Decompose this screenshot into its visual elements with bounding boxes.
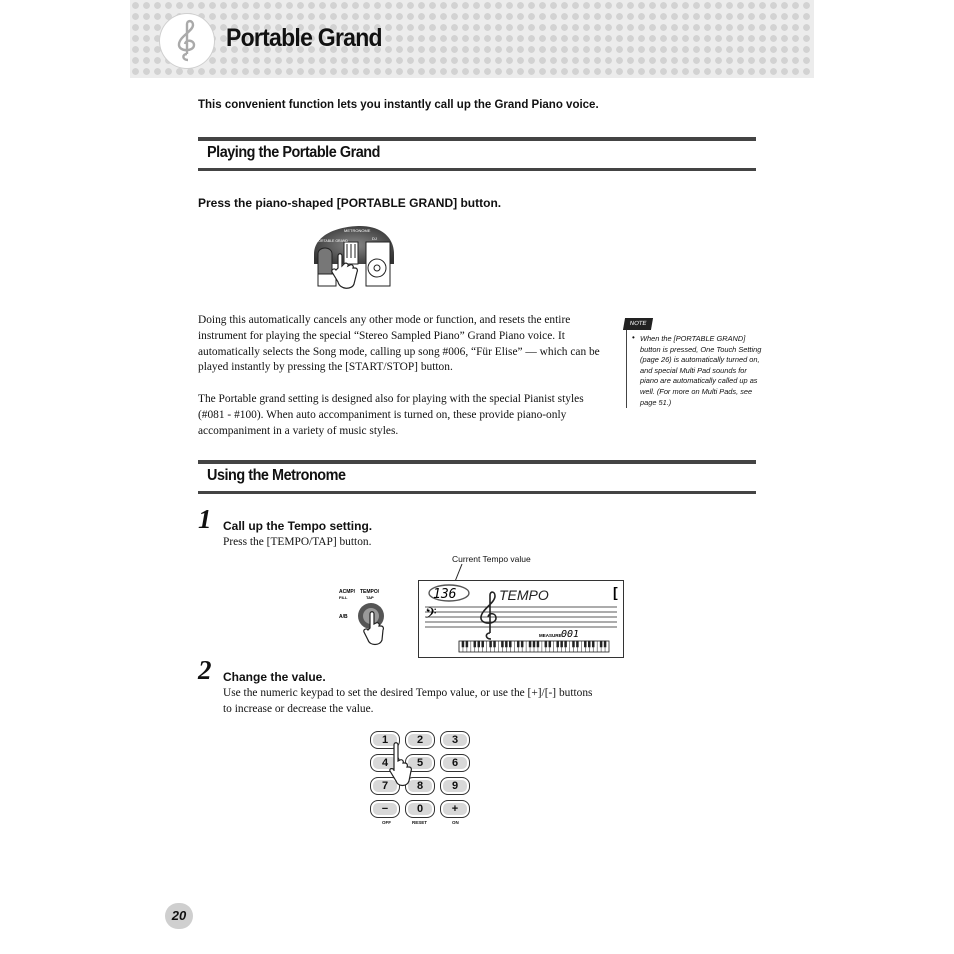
keypad-key-9[interactable]: − [370, 800, 400, 818]
section-rule-top [198, 137, 756, 141]
step-2-title: Change the value. [223, 670, 326, 684]
step-number-2: 2 [198, 655, 212, 685]
treble-clef-icon [481, 592, 496, 639]
note-rule [626, 330, 627, 408]
lcd-measure-value: 001 [561, 629, 580, 640]
keypad-key-2[interactable]: 3 [440, 731, 470, 749]
keypad-key-11[interactable]: + [440, 800, 470, 818]
svg-text:FILL: FILL [339, 595, 348, 600]
section-rule-top-2 [198, 460, 756, 464]
step-1-desc: Press the [TEMPO/TAP] button. [223, 536, 372, 548]
lcd-tempo-label: TEMPO [499, 587, 549, 603]
lcd-tempo-value: 136 [433, 587, 457, 602]
instruction-text: Press the piano-shaped [PORTABLE GRAND] button. [198, 196, 502, 210]
step-1-title: Call up the Tempo setting. [223, 519, 373, 533]
keypad-key-1[interactable]: 2 [405, 731, 435, 749]
intro-text: This convenient function lets you instantly call up the Grand Piano voice. [198, 99, 599, 111]
callout-current-tempo: Current Tempo value [452, 554, 531, 564]
keypad-key-3[interactable]: 4 [370, 754, 400, 772]
section-title-playing: Playing the Portable Grand [207, 144, 380, 161]
note-badge: NOTE [623, 318, 653, 330]
tempo-tap-label: TEMPO/ [360, 589, 380, 595]
keypad-sub-labels [374, 820, 474, 830]
page-number: 20 [165, 903, 193, 929]
paragraph-2: The Portable grand setting is designed also for playing with the special Pianist styles (#081 - #100). When auto accompaniment is turned on, these provide piano-only accompaniment in a variety of music styles. [198, 393, 584, 437]
step-2-desc: Use the numeric keypad to set the desired Tempo value, or use the [+]/[-] buttons to increase or decrease the value. [223, 687, 593, 715]
acmp-fill-label: ACMP/ [339, 589, 356, 595]
metronome-label: METRONOME [344, 228, 371, 233]
keypad-key-5[interactable]: 6 [440, 754, 470, 772]
treble-clef-icon [160, 14, 214, 68]
section-rule-bottom [198, 168, 756, 171]
keypad-reset-label: RESET [412, 820, 428, 825]
portable-grand-button-illustration [310, 224, 400, 296]
tempo-tap-button-illustration [338, 584, 396, 650]
keypad-key-4[interactable]: 5 [405, 754, 435, 772]
keypad-on-label: ON [452, 820, 459, 825]
page-title: Portable Grand [226, 24, 382, 52]
dj-label: DJ [372, 236, 377, 241]
paragraph-1: Doing this automatically cancels any other mode or function, and resets the entire instrument for playing the special “Stereo Sampled Piano” Grand Piano voice. It automatically selects the Song mode, calling up song #006, “Für Elise” — which can be played instantly by pressing the [START/STOP] button. [198, 314, 600, 374]
section-title-metronome: Using the Metronome [207, 467, 346, 484]
keypad-key-10[interactable]: 0 [405, 800, 435, 818]
keypad-key-6[interactable]: 7 [370, 777, 400, 795]
section-rule-bottom-2 [198, 491, 756, 494]
keypad-key-0[interactable]: 1 [370, 731, 400, 749]
bass-clef-icon: 𝄢 [425, 605, 437, 626]
ab-label: A/B [339, 614, 348, 620]
step-number-1: 1 [198, 504, 212, 534]
note-bullet: • [632, 333, 635, 342]
keypad-off-label: OFF [382, 820, 391, 825]
keypad-key-7[interactable]: 8 [405, 777, 435, 795]
keypad-hand-illustration [370, 731, 480, 831]
lcd-display [418, 580, 624, 658]
keypad-key-8[interactable]: 9 [440, 777, 470, 795]
grand-label: PORTABLE GRAND [316, 239, 348, 243]
note-text: When the [PORTABLE GRAND] button is pressed, One Touch Setting (page 26) is automatically turned on, and special Multi Pad sounds for piano are automatically called up as well. (For more on Multi Pads, see page 51.) [640, 334, 762, 407]
lcd-measure-label: MEASURE [539, 633, 562, 638]
svg-text:[: [ [613, 584, 618, 600]
svg-text:TAP: TAP [366, 595, 374, 600]
